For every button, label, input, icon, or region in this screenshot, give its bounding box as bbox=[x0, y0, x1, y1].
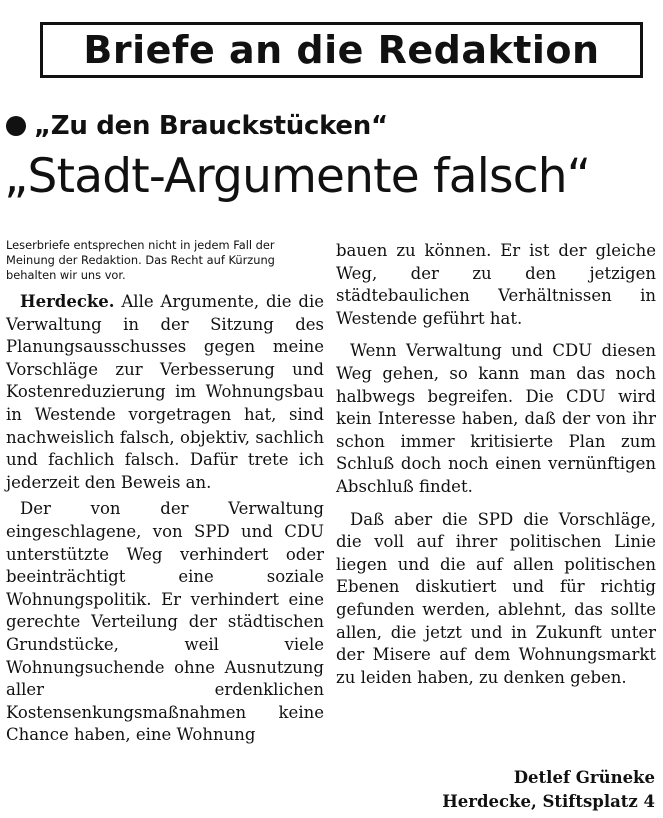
editor-note: Leserbriefe entsprechen nicht in jedem Fall der Meinung der Redaktion. Das Recht auf Kürzung behalten wir uns vor. bbox=[6, 238, 275, 282]
dateline: Herdecke. bbox=[20, 292, 115, 311]
paragraph-2: Der von der Verwaltung eingeschlagene, von SPD und CDU unterstützte Weg verhindert oder beeinträchtigt eine soziale Wohnungspolitik. Er verhindert eine gerechte Verteilung der städtischen Grundstücke, weil viele Wohnungsuchende ohne Ausnutzung aller erdenklichen Kostensenkungsmaßnahmen keine Chance haben, eine Wohnung bbox=[6, 499, 324, 745]
signature-address: Herdecke, Stiftsplatz 4 bbox=[442, 792, 655, 811]
article-kicker bbox=[6, 111, 388, 141]
section-banner bbox=[40, 22, 643, 78]
column-left bbox=[6, 238, 324, 747]
section-title: Briefe an die Redaktion bbox=[83, 28, 600, 72]
paragraph-4: Daß aber die SPD die Vorschläge, die voll auf ihrer politischen Linie liegen und die auf allen politischen Ebenen diskutiert und für richtig gefunden werden, ablehnt, das sollte allen, die jetzt und in Zukunft unter der Misere auf dem Wohnungsmarkt zu leiden haben, zu denken geben. bbox=[336, 509, 656, 687]
paragraph-3: Wenn Verwaltung und CDU diesen Weg gehen, so kann man das noch halbwegs begreifen. Die CDU wird kein Interesse haben, daß der von ihr schon immer kritisierte Plan zum Schluß doch noch einen vernünftigen Abschluß findet. bbox=[336, 341, 656, 496]
bullet-icon bbox=[6, 116, 26, 136]
signature-name: Detlef Grüneke bbox=[513, 768, 655, 787]
article-headline: „Stadt-Argumente falsch“ bbox=[4, 149, 591, 204]
paragraph-1 bbox=[6, 291, 324, 494]
column-right bbox=[336, 240, 656, 689]
paragraph-1-text: Alle Argumente, die die Verwaltung in der Sitzung des Planungsausschusses gegen meine Vorschläge zur Verbesserung und Kostenreduzierung im Wohnungsbau in Westende vorgetragen hat, sind nachweislich falsch, objektiv, sachlich und fachlich falsch. Dafür trete ich jederzeit den Beweis an. bbox=[6, 292, 324, 492]
kicker-text: „Zu den Brauckstücken“ bbox=[34, 111, 388, 141]
paragraph-2-continued: bauen zu können. Er ist der gleiche Weg, der zu den jetzigen städtebaulichen Verhältnissen in Westende geführt hat. bbox=[336, 241, 656, 328]
